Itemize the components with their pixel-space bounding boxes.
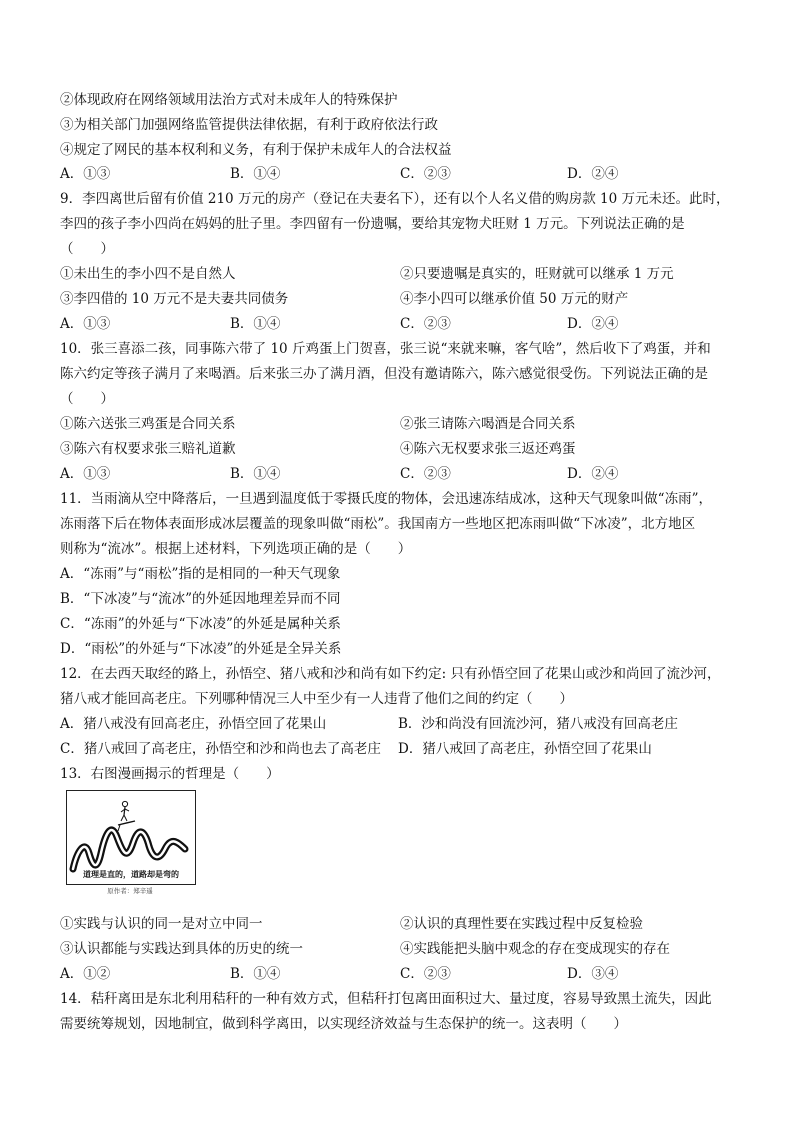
q10-option-a: A．①③	[60, 466, 111, 482]
q10-option-c: C．②③	[400, 466, 451, 482]
q10-stem-line-3: （ ）	[60, 391, 114, 407]
q12-option-a: A．猪八戒没有回高老庄，孙悟空回了花果山	[60, 716, 327, 732]
q9-option-c: C．②③	[400, 316, 451, 332]
q12-stem-line-1: 12．在去西天取经的路上，孙悟空、猪八戒和沙和尚有如下约定: 只有孙悟空回了花果山或沙和尚回了流沙河，	[60, 666, 721, 682]
q9-stem-line-2: 李四的孩子李小四尚在妈妈的肚子里。李四留有一份遗嘱，要给其宠物犬旺财 1 万元。下列说法正确的是	[60, 216, 685, 232]
q13-option-c: C．②③	[400, 966, 451, 982]
comic-author: 原作者：郑辛遥	[107, 887, 153, 895]
q13-stem: 13．右图漫画揭示的哲理是（ ）	[60, 766, 280, 782]
q12-option-b: B．沙和尚没有回流沙河，猪八戒没有回高老庄	[398, 716, 678, 732]
q9-option-a: A．①③	[60, 316, 111, 332]
q11-option-a: A．“冻雨”与“雨松”指的是相同的一种天气现象	[60, 566, 341, 582]
q13-item-4: ④实践能把头脑中观念的存在变成现实的存在	[400, 941, 670, 957]
q11-stem-line-2: 冻雨落下后在物体表面形成冰层覆盖的现象叫做“雨松”。我国南方一些地区把冻雨叫做“下冰凌”，北方地区	[60, 516, 696, 532]
q9-stem-line-3: （ ）	[60, 241, 114, 257]
q9-option-b: B．①④	[230, 316, 281, 332]
q11-option-b: B．“下冰凌”与“流冰”的外延因地理差异而不同	[60, 591, 341, 607]
q13-item-2: ②认识的真理性要在实践过程中反复检验	[400, 916, 643, 932]
comic-image	[66, 790, 196, 885]
q13-item-1: ①实践与认识的同一是对立中同一	[60, 916, 263, 932]
q13-option-a: A．①②	[60, 966, 111, 982]
q12-option-c: C．猪八戒回了高老庄，孙悟空和沙和尚也去了高老庄	[60, 741, 381, 757]
q8-item-4: ④规定了网民的基本权利和义务，有利于保护未成年人的合法权益	[60, 142, 452, 158]
q8-option-a: A．①③	[60, 166, 111, 182]
q11-stem-line-1: 11．当雨滴从空中降落后，一旦遇到温度低于零摄氏度的物体，会迅速冻结成冰，这种天气现象叫做“冻雨”，	[60, 491, 712, 507]
q9-item-1: ①未出生的李小四不是自然人	[60, 266, 236, 282]
q8-option-c: C．②③	[400, 166, 451, 182]
walking-figure-icon	[118, 801, 135, 831]
q10-option-b: B．①④	[230, 466, 281, 482]
q10-stem-line-1: 10．张三喜添二孩，同事陈六带了 10 斤鸡蛋上门贺喜，张三说“来就来嘛，客气啥”，然后收下了鸡蛋，并和	[60, 341, 711, 357]
q10-item-2: ②张三请陈六喝酒是合同关系	[400, 416, 576, 432]
q13-option-b: B．①④	[230, 966, 281, 982]
q10-item-3: ③陈六有权要求张三赔礼道歉	[60, 441, 236, 457]
comic-caption: 道理是直的，道路却是弯的	[83, 870, 179, 879]
q9-item-3: ③李四借的 10 万元不是夫妻共同债务	[60, 291, 289, 307]
q12-stem-line-2: 猪八戒才能回高老庄。下列哪种情况三人中至少有一人违背了他们之间的约定（ ）	[60, 691, 573, 707]
q11-stem-line-3: 则称为“流冰”。根据上述材料，下列选项正确的是（ ）	[60, 541, 412, 557]
q10-option-d: D．②④	[567, 466, 619, 482]
q9-stem-line-1: 9．李四离世后留有价值 210 万元的房产（登记在夫妻名下），还有以个人名义借的购房款 10 万元未还。此时，	[60, 191, 730, 207]
q8-option-d: D．②④	[567, 166, 619, 182]
q14-stem-line-2: 需要统筹规划，因地制宜，做到科学离田，以实现经济效益与生态保护的统一。这表明（ ）	[60, 1016, 627, 1032]
q11-option-c: C．“冻雨”的外延与“下冰凌”的外延是属种关系	[60, 616, 341, 632]
q9-item-4: ④李小四可以继承价值 50 万元的财产	[400, 291, 629, 307]
q8-option-b: B．①④	[230, 166, 281, 182]
q8-item-3: ③为相关部门加强网络监管提供法律依据，有利于政府依法行政	[60, 117, 438, 133]
q8-item-2: ②体现政府在网络领域用法治方式对未成年人的特殊保护	[60, 92, 398, 108]
q10-item-1: ①陈六送张三鸡蛋是合同关系	[60, 416, 236, 432]
q13-item-3: ③认识都能与实践达到具体的历史的统一	[60, 941, 303, 957]
q10-item-4: ④陈六无权要求张三返还鸡蛋	[400, 441, 576, 457]
q12-option-d: D．猪八戒回了高老庄，孙悟空回了花果山	[398, 741, 652, 757]
q10-stem-line-2: 陈六约定等孩子满月了来喝酒。后来张三办了满月酒，但没有邀请陈六，陈六感觉很受伤。下列说法正确的是	[60, 366, 708, 382]
q14-stem-line-1: 14．秸秆离田是东北利用秸秆的一种有效方式，但秸秆打包离田面积过大、量过度，容易导致黑土流失，因此	[60, 991, 712, 1007]
q13-option-d: D．③④	[567, 966, 619, 982]
q9-item-2: ②只要遗嘱是真实的，旺财就可以继承 1 万元	[400, 266, 674, 282]
q9-option-d: D．②④	[567, 316, 619, 332]
q11-option-d: D．“雨松”的外延与“下冰凌”的外延是全异关系	[60, 641, 342, 657]
